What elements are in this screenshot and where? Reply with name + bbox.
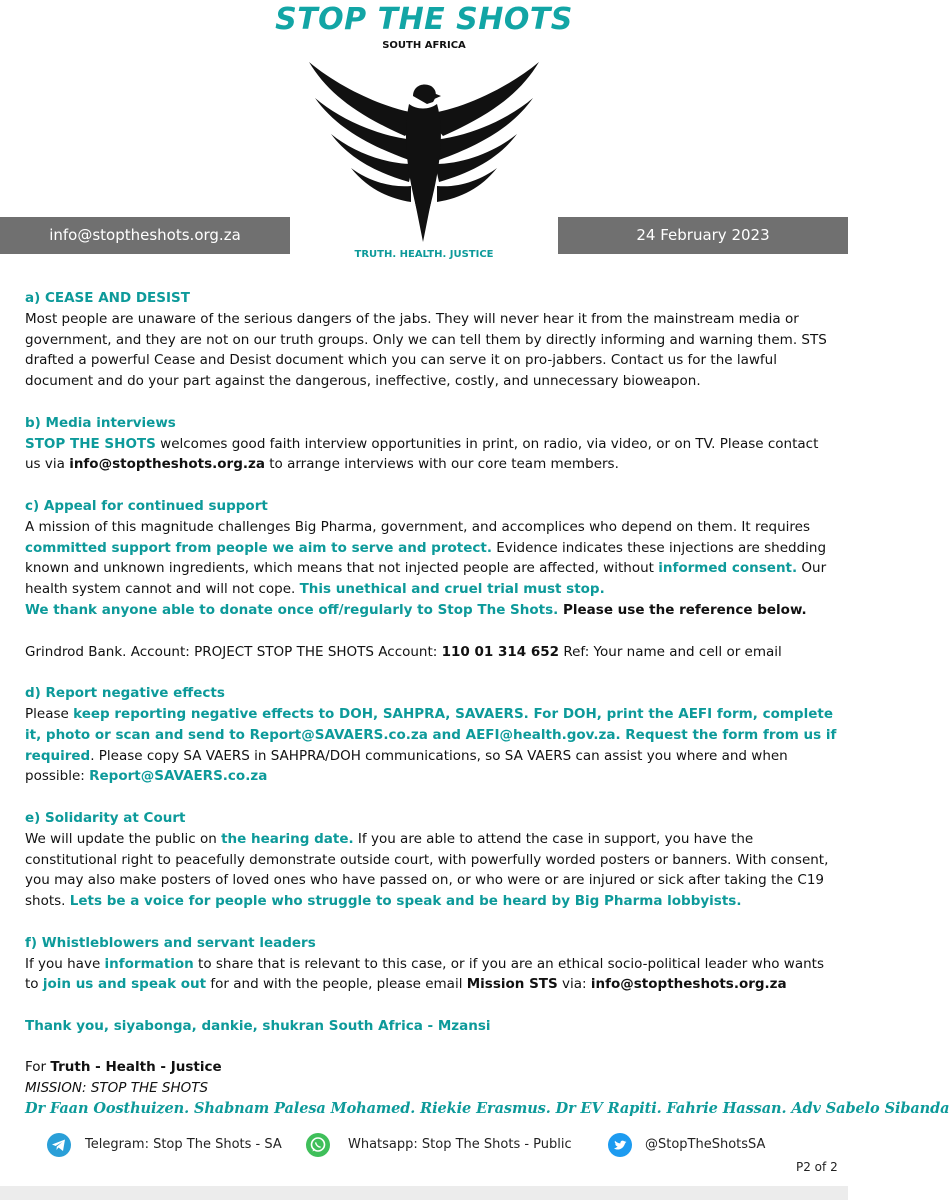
text-run: . Please copy SA VAERS in SAHPRA/DOH communications, so SA VAERS can assist you where and when possible: (25, 747, 788, 785)
text-run: Please (25, 705, 74, 722)
section-heading: c) Appeal for continued support (25, 497, 268, 514)
section-cease-desist (25, 288, 837, 392)
text-run: If you are able to attend the case in support, you have the constitutional right to peacefully demonstrate outside court, with powerfully worded posters or banners. With consent, you may also make posters of loved ones who have passed on, or who were or are injured or sick after taking the C19 shots. (25, 830, 829, 910)
section-heading: f) Whistleblowers and servant leaders (25, 934, 316, 951)
logo-subtitle: SOUTH AFRICA (382, 40, 466, 51)
text-run: for and with the people, please email (206, 976, 467, 993)
email-link[interactable]: Report@SAVAERS.co.za (89, 768, 268, 785)
text-run: Evidence indicates these injections are shedding known and unknown ingredients, which means that not injected people are affected, without (25, 539, 827, 577)
whatsapp-icon[interactable] (305, 1132, 331, 1158)
page-number: P2 of 2 (796, 1160, 838, 1174)
twitter-handle[interactable]: @StopTheShotsSA (645, 1137, 766, 1152)
signatory-names: Dr Faan Oosthuizen. Shabnam Palesa Mohamed. Riekie Erasmus. Dr EV Rapiti. Fahrie Hassan. Adv Sabelo Sibanda (25, 1100, 949, 1118)
thanks (25, 1016, 837, 1037)
text-run: Grindrod Bank. Account: PROJECT STOP THE SHOTS Account: (25, 643, 442, 660)
section-text (25, 704, 837, 787)
section-report-effects (25, 683, 837, 787)
text-run: welcomes good faith interview opportunities in print, on radio, via video, or on TV. Please contact us via (25, 435, 819, 473)
highlight: informed consent. (658, 560, 798, 577)
section-text (25, 829, 837, 912)
section-appeal-support (25, 496, 837, 621)
highlight: the hearing date. (221, 830, 354, 847)
section-media-interviews (25, 413, 837, 475)
highlight: We thank anyone able to donate once off/regularly to Stop The Shots. (25, 601, 559, 618)
text-run: If you have (25, 955, 105, 972)
logo-title: STOP THE SHOTS (275, 2, 573, 37)
text-run: We will update the public on (25, 830, 222, 847)
highlight: Lets be a voice for people who struggle to speak and be heard by Big Pharma lobbyists. (69, 893, 742, 910)
telegram-icon[interactable] (46, 1132, 72, 1158)
text-run: Ref: Your name and cell or email (559, 643, 782, 660)
email-link[interactable]: info@stoptheshots.org.za (590, 976, 787, 993)
section-text (25, 434, 837, 476)
section-text (25, 517, 837, 621)
section-heading: a) CEASE AND DESIST (25, 290, 190, 306)
date-bar: 24 February 2023 (558, 217, 848, 254)
highlight: keep reporting negative effects to DOH, SAHPRA, SAVAERS. For DOH, print the AEFI form, complete it, photo or scan and send to Report@SAVAERS.co.za and AEFI@health.gov.za. Request the form from us if required (25, 705, 837, 764)
account-number: 110 01 314 652 (441, 643, 560, 660)
highlight: information (104, 955, 194, 972)
section-text: Most people are unaware of the serious dangers of the jabs. They will never hear it from the mainstream media or government, and they are not on our truth groups. Only we can tell them by directly informing and warning them. STS drafted a powerful Cease and Desist document which you can serve it on pro-jabbers. Contact us for the lawful document and do your part against the dangerous, ineffective, costly, and unnecessary bioweapon. (25, 310, 827, 390)
text-run: Please use the reference below. (558, 601, 807, 618)
section-whistleblowers (25, 933, 837, 995)
bank-text (25, 642, 837, 663)
text-run: Mission STS (466, 976, 558, 993)
section-text (25, 954, 837, 996)
highlight: join us and speak out (42, 976, 207, 993)
signoff (25, 1057, 949, 1119)
section-heading: d) Report negative effects (25, 685, 225, 702)
whatsapp-link[interactable]: Whatsapp: Stop The Shots - Public (348, 1137, 572, 1152)
section-heading: e) Solidarity at Court (25, 809, 186, 826)
email-link[interactable]: info@stoptheshots.org.za (69, 456, 265, 473)
highlight: committed support from people we aim to serve and protect. (25, 539, 492, 556)
letter-body (25, 288, 949, 1120)
text-run: via: (557, 976, 591, 993)
text-run: to arrange interviews with our core team members. (264, 456, 619, 473)
org-name: STOP THE SHOTS (25, 435, 156, 452)
thanks-text: Thank you, siyabonga, dankie, shukran South Africa - Mzansi (25, 1017, 491, 1034)
twitter-icon[interactable] (607, 1132, 633, 1158)
text-run: For (25, 1059, 51, 1076)
motto: TRUTH. HEALTH. JUSTICE (354, 249, 494, 260)
bottom-band (0, 1186, 848, 1200)
contact-email-bar[interactable]: info@stoptheshots.org.za (0, 217, 290, 254)
highlight: This unethical and cruel trial must stop. (299, 581, 605, 598)
text-run: to share that is relevant to this case, or if you are an ethical socio-political leader who wants to (25, 955, 824, 993)
text-run: Our health system cannot and will not cope. (25, 560, 827, 598)
bank-details (25, 642, 837, 663)
values: Truth - Health - Justice (50, 1059, 222, 1076)
section-heading: b) Media interviews (25, 414, 176, 431)
footer (0, 1132, 848, 1162)
section-solidarity-court (25, 808, 837, 912)
eagle-logo-icon (305, 52, 543, 248)
telegram-link[interactable]: Telegram: Stop The Shots - SA (85, 1137, 282, 1152)
signoff-line (25, 1057, 837, 1078)
text-run: A mission of this magnitude challenges Big Pharma, government, and accomplices who depend on them. It requires (25, 518, 810, 535)
mission-line: MISSION: STOP THE SHOTS (25, 1080, 209, 1097)
